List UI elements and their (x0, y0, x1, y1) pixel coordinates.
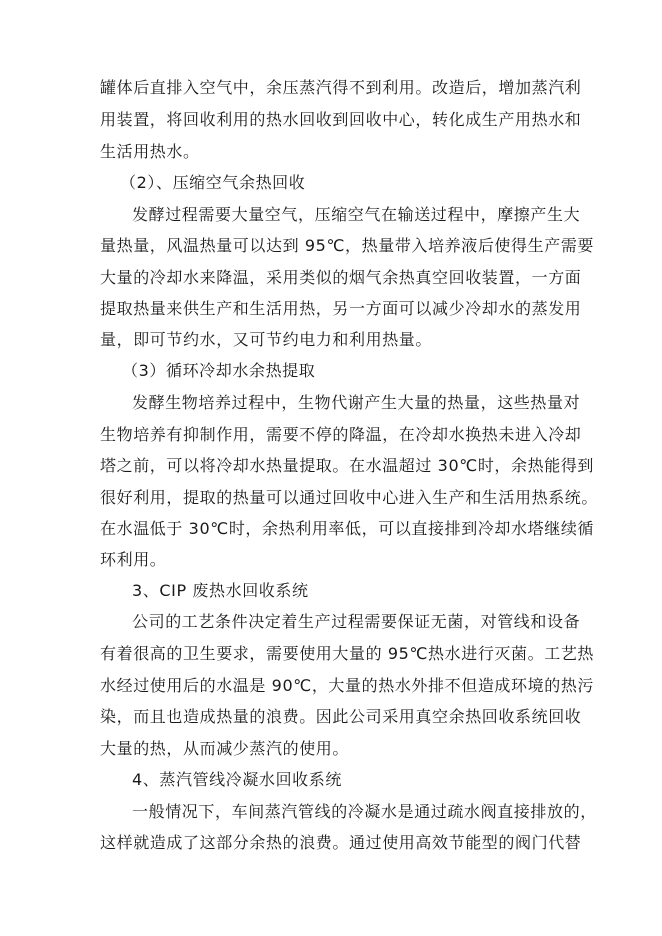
text-line: 生活用热水。 (100, 142, 200, 161)
section-heading: （2）、压缩空气余热回收 (120, 173, 306, 192)
text-line: 大量的热，从而减少蒸汽的使用。 (100, 739, 350, 758)
text-line: 塔之前，可以将冷却水热量提取。在水温超过 30℃时，余热能得到 (100, 456, 595, 475)
text-line: 量热量，风温热量可以达到 95℃，热量带入培养液后使得生产需要 (100, 236, 595, 255)
text-line: 公司的工艺条件决定着生产过程需要保证无菌，对管线和设备 (132, 612, 581, 631)
section-heading: （3）循环冷却水余热提取 (122, 361, 316, 380)
text-line: 水经过使用后的水温是 90℃，大量的热水外排不但造成环境的热污 (100, 676, 595, 695)
text-line: 量，即可节约水，又可节约电力和利用热量。 (100, 330, 433, 349)
text-line: 环利用。 (100, 550, 167, 569)
text-line: 用装置，将回收利用的热水回收到回收中心，转化成生产用热水和 (100, 110, 582, 129)
section-heading: 3、CIP 废热水回收系统 (132, 581, 309, 600)
text-line: 在水温低于 30℃时，余热利用率低，可以直接排到冷却水塔继续循 (100, 519, 595, 538)
text-line: 罐体后直排入空气中，余压蒸汽得不到利用。改造后，增加蒸汽利 (100, 78, 582, 97)
text-line: 一般情况下，车间蒸汽管线的冷凝水是通过疏水阀直接排放的， (132, 802, 597, 821)
text-line: 生物培养有抑制作用，需要不停的降温，在冷却水换热未进入冷却 (100, 425, 582, 444)
section-heading: 4、蒸汽管线冷凝水回收系统 (132, 770, 342, 789)
text-line: 这样就造成了这部分余热的浪费。通过使用高效节能型的阀门代替 (100, 833, 582, 852)
text-line: 染，而且也造成热量的浪费。因此公司采用真空余热回收系统回收 (100, 707, 582, 726)
text-line: 有着很高的卫生要求，需要使用大量的 95℃热水进行灭菌。工艺热 (100, 644, 595, 663)
text-line: 大量的冷却水来降温，采用类似的烟气余热真空回收装置，一方面 (100, 268, 582, 287)
text-line: 很好利用，提取的热量可以通过回收中心进入生产和生活用热系统。 (100, 488, 599, 507)
text-line: 发酵过程需要大量空气，压缩空气在输送过程中，摩擦产生大 (132, 205, 581, 224)
text-line: 提取热量来供生产和生活用热，另一方面可以减少冷却水的蒸发用 (100, 299, 582, 318)
text-line: 发酵生物培养过程中，生物代谢产生大量的热量，这些热量对 (132, 393, 581, 412)
